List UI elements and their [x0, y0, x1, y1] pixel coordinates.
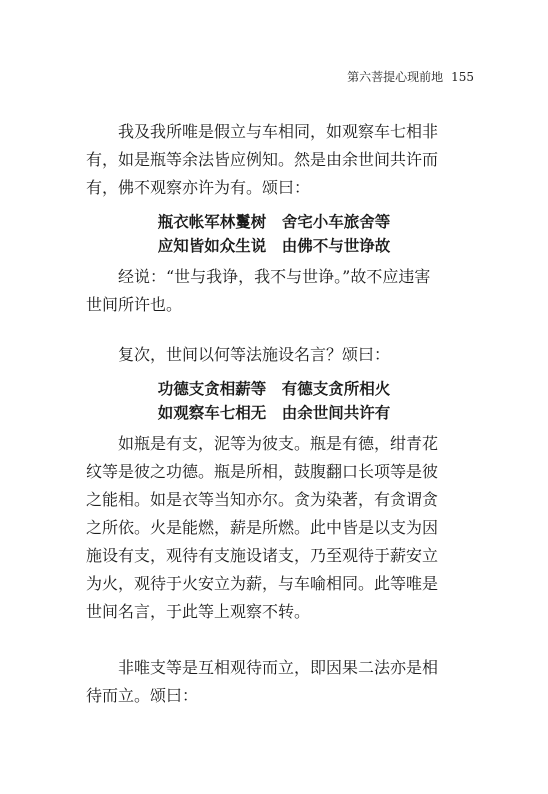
- text-line: 如瓶是有支，泥等为彼支。瓶是有德，绀青花: [86, 434, 439, 453]
- paragraph-3: [86, 341, 478, 369]
- verse-line: 功德支贪相薪等 有德支贪所相火: [157, 380, 391, 398]
- verse-line: 如观察车七相无 由余世间共许有: [157, 404, 391, 422]
- paragraph-4: [86, 430, 478, 626]
- text-line: 纹等是彼之功德。瓶是所相，鼓腹翻口长项等是彼: [86, 462, 439, 481]
- text-line: 之所依。火是能燃，薪是所燃。此中皆是以支为因: [86, 518, 439, 537]
- verse-line: 应知皆如众生说 由佛不与世诤故: [157, 237, 391, 255]
- text-line: 为火，观待于火安立为薪，与车喻相同。此等唯是: [86, 574, 439, 593]
- text-line: 待而立。颂曰：: [86, 686, 199, 705]
- verse-2: [0, 377, 548, 425]
- text-line: 非唯支等是互相观待而立，即因果二法亦是相: [86, 658, 439, 677]
- chapter-title: 第六菩提心现前地: [347, 70, 444, 84]
- running-header: [347, 68, 474, 85]
- paragraph-5: [86, 654, 478, 710]
- text-line: 我及我所唯是假立与车相同，如观察车七相非: [86, 122, 439, 141]
- text-line: 施设有支，观待有支施设诸支，乃至观待于薪安立: [86, 546, 439, 565]
- verse-1: [0, 210, 548, 258]
- text-line: 复次，世间以何等法施设名言？颂曰：: [86, 345, 391, 364]
- text-line: 有，如是瓶等余法皆应例知。然是由余世间共许而: [86, 150, 439, 169]
- text-line: 世间名言，于此等上观察不转。: [86, 602, 311, 621]
- paragraph-2: [86, 263, 478, 319]
- page-number: 155: [451, 70, 474, 84]
- text-line: 之能相。如是衣等当知亦尔。贪为染著，有贪谓贪: [86, 490, 439, 509]
- text-line: 有，佛不观察亦许为有。颂曰：: [86, 178, 311, 197]
- paragraph-1: [86, 118, 478, 202]
- text-line: 世间所许也。: [86, 295, 183, 314]
- text-line: 经说：“世与我诤，我不与世诤。”故不应违害: [86, 267, 431, 286]
- verse-line: 瓶衣帐军林鬘树 舍宅小车旅舍等: [157, 213, 391, 231]
